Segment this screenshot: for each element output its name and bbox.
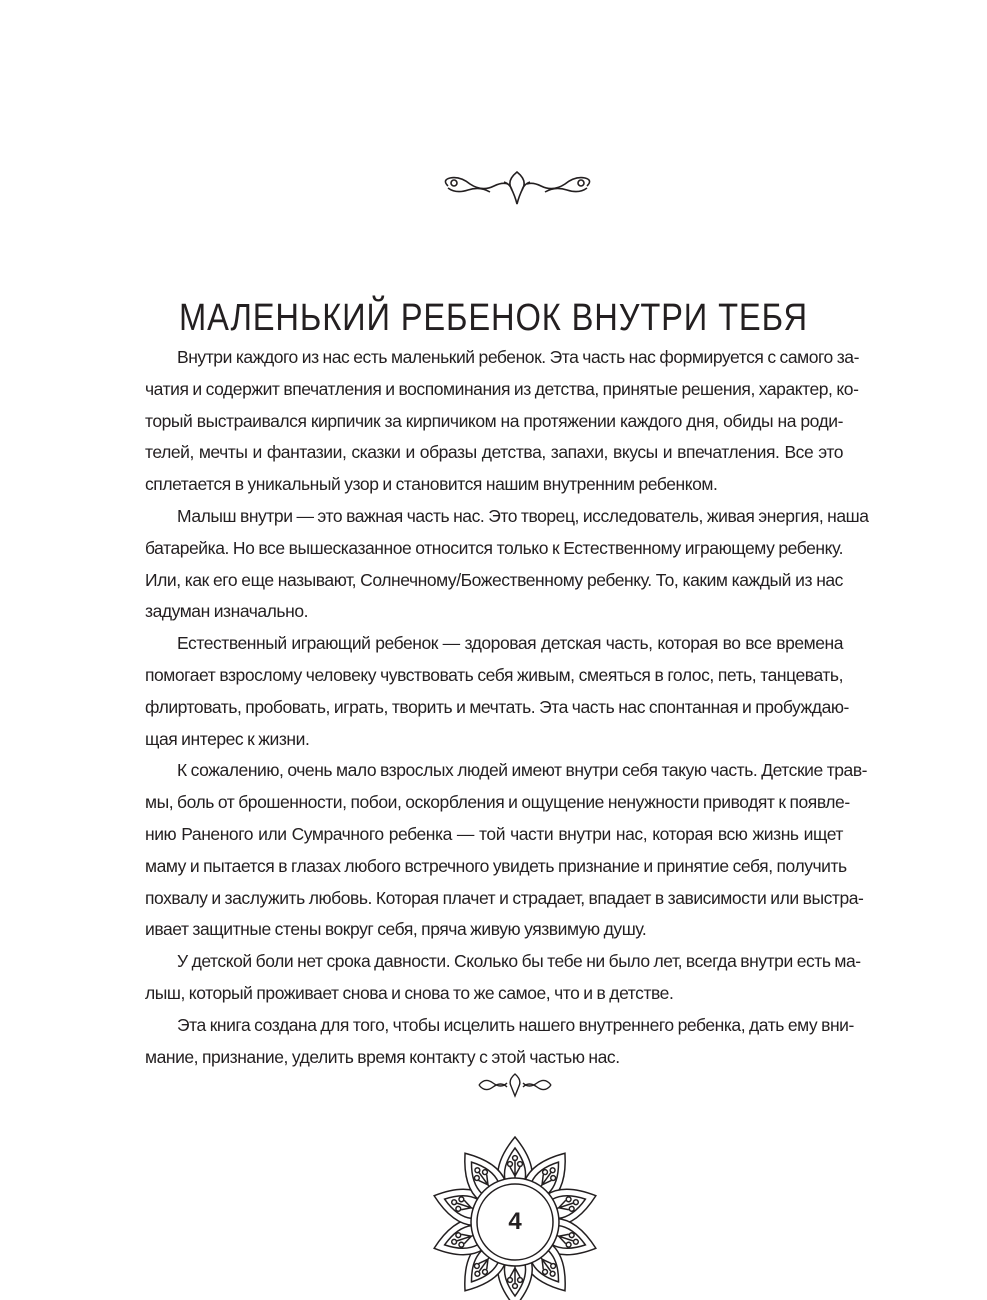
text-line: мы, боль от брошенности, побои, оскорбления и ощущение ненужности приводят к появле- xyxy=(145,792,850,813)
text-line: Внутри каждого из нас есть маленький ребенок. Эта часть нас формируется с самого за- xyxy=(177,347,859,367)
text-line: ивает защитные стены вокруг себя, пряча живую уязвимую душу. xyxy=(145,919,647,940)
text-line: маму и пытается в глазах любого встречного увидеть признание и принятие себя, получить xyxy=(145,855,847,876)
text-line: задуман изначально. xyxy=(145,601,309,622)
text-line: Или, как его еще называют, Солнечному/Божественному ребенку. То, каким каждый из нас xyxy=(145,569,843,590)
chapter-title: МАЛЕНЬКИЙ РЕБЕНОК ВНУТРИ ТЕБЯ xyxy=(179,297,808,340)
text-line: щая интерес к жизни. xyxy=(145,728,310,749)
bottom-ornament-icon xyxy=(475,1072,555,1098)
text-line: нию Раненого или Сумрачного ребенка — той части внутри нас, которая всю жизнь ищет xyxy=(145,823,843,844)
page-number: 4 xyxy=(508,1208,522,1235)
text-line: сплетается в уникальный узор и становится нашим внутренним ребенком. xyxy=(145,474,718,495)
text-line: мание, признание, уделить время контакту с этой частью нас. xyxy=(145,1046,620,1067)
text-line: помогает взрослому человеку чувствовать себя живым, смеяться в голос, петь, танцевать, xyxy=(145,664,843,685)
text-line: торый выстраивался кирпичик за кирпичиком на протяжении каждого дня, обиды на роди- xyxy=(145,410,843,431)
text-line: У детской боли нет срока давности. Сколько бы тебе ни было лет, всегда внутри есть ма- xyxy=(177,951,861,972)
text-line: телей, мечты и фантазии, сказки и образы детства, запахи, вкусы и впечатления. Все это xyxy=(145,442,843,463)
top-ornament-icon xyxy=(440,168,595,208)
text-line: лыш, который проживает снова и снова то же самое, что и в детстве. xyxy=(145,982,674,1003)
text-line: батарейка. Но все вышесказанное относится только к Естественному играющему ребенку. xyxy=(145,537,843,558)
text-line: Естественный играющий ребенок — здоровая детская часть, которая во все времена xyxy=(177,633,843,654)
text-line: Эта книга создана для того, чтобы исцелить нашего внутреннего ребенка, дать ему вни- xyxy=(177,1014,854,1035)
text-line: чатия и содержит впечатления и воспоминания из детства, принятые решения, характер, ко- xyxy=(145,378,859,399)
chapter-body xyxy=(145,342,869,1073)
text-line: К сожалению, очень мало взрослых людей имеют внутри себя такую часть. Детские трав- xyxy=(177,760,868,781)
text-line: флиртовать, пробовать, играть, творить и мечтать. Эта часть нас спонтанная и пробуждаю- xyxy=(145,696,849,717)
text-line: Малыш внутри — это важная часть нас. Это творец, исследователь, живая энергия, наша xyxy=(177,505,869,526)
text-line: похвалу и заслужить любовь. Которая плачет и страдает, впадает в зависимости или выстра- xyxy=(145,887,864,908)
